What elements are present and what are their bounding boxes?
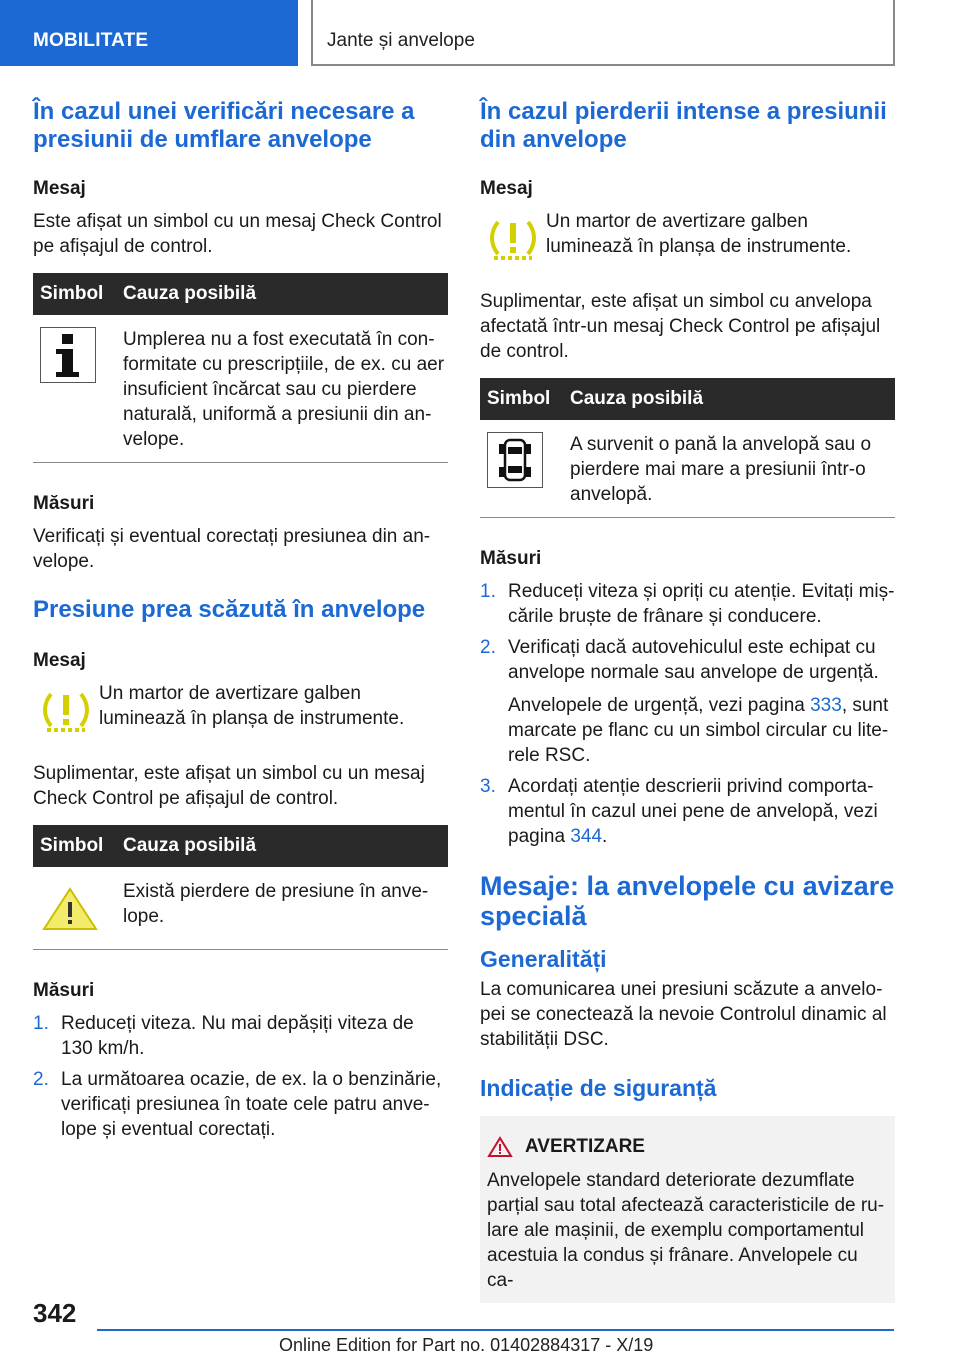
- col-symbol: Simbol: [33, 273, 113, 315]
- message-label: Mesaj: [33, 650, 86, 671]
- warning-text: Anvelopele standard deteriorate dezumflate parțial sau total afectează caracteristicile de rulare ale mașinii, de exemplu comportamentul acestuia la condus și frânare. Anvelopele cu ca-: [487, 1170, 885, 1291]
- list-item: 2. La următoarea ocazie, de ex. la o benzinărie, verificați presiunea în toate cele patru anvelope și eventual corectați.: [33, 1069, 442, 1140]
- message-label: Mesaj: [33, 178, 86, 199]
- measures-text: Verificați și eventual corectați presiunea din anvelope.: [33, 526, 431, 572]
- warning-light-row: [33, 681, 448, 743]
- tire-pressure-warning-icon: [480, 209, 546, 271]
- col-cause: Cauza posibilă: [113, 273, 448, 315]
- measures-list: [480, 579, 895, 849]
- chapter-title: Jante și anvelope: [327, 30, 475, 51]
- symbol-table-info: [33, 273, 448, 463]
- measures-label: Măsuri: [480, 548, 542, 569]
- page-link-344[interactable]: 344: [570, 826, 603, 847]
- list-item: 1. Reduceți viteza și opriți cu atenție. Evitați mișcările bruște de frânare și conducere.: [480, 581, 895, 627]
- warning-light-text: Un martor de avertizare galben luminează în planșa de instrumente.: [546, 211, 852, 257]
- section-tab: [0, 0, 298, 66]
- measures-label: Măsuri: [33, 493, 95, 514]
- tire-pressure-warning-icon: [33, 681, 99, 743]
- heading-special-tires: Mesaje: la anvelopele cu avizare specială: [480, 871, 895, 931]
- list-item: 1. Reduceți viteza. Nu mai depășiți viteza de 130 km/h.: [33, 1013, 414, 1059]
- footer-divider: [97, 1329, 894, 1331]
- heading-low-pressure: Presiune prea scăzută în anvelope: [33, 596, 426, 623]
- col-symbol: Simbol: [33, 825, 113, 867]
- symbol-table-warning: [33, 825, 448, 950]
- col-cause: Cauza posibilă: [560, 378, 895, 420]
- supplementary-text: Suplimentar, este afișat un simbol cu anvelopa afectată într-un mesaj Check Control pe afișajul de control.: [480, 291, 881, 362]
- message-label: Mesaj: [480, 178, 533, 199]
- warning-triangle-icon: [487, 1136, 513, 1158]
- list-item: 3. Acordați atenție descrierii privind comportamentul în cazul unei pene de anvelopă, vezi pagina 344.: [480, 776, 878, 847]
- section-label: MOBILITATE: [33, 30, 149, 51]
- emergency-tire-note: Anvelopele de urgență, vezi pagina 333, sunt marcate pe flanc cu un simbol circular cu literele RSC.: [508, 695, 889, 766]
- table-row: [33, 315, 448, 463]
- measures-label: Măsuri: [33, 980, 95, 1001]
- info-icon: [40, 327, 96, 383]
- heading-safety: Indicație de siguranță: [480, 1075, 717, 1101]
- chapter-title-box: [311, 0, 895, 66]
- general-text: La comunicarea unei presiuni scăzute a anvelopei se conectează la nevoie Controlul dinamic al stabilității DSC.: [480, 979, 887, 1050]
- footer-edition: Online Edition for Part no. 01402884317 - X/19: [279, 1335, 654, 1355]
- heading-check-pressure: În cazul unei verificări necesare a presiunii de umflare anvelope: [33, 98, 415, 153]
- col-symbol: Simbol: [480, 378, 560, 420]
- heading-general: Generalități: [480, 946, 607, 972]
- cause-text: Umplerea nu a fost executată în conformitate cu prescripțiile, de ex. cu aer insuficient încărcat sau cu pierdere naturală, uniformă a presiunii din anvelope.: [113, 315, 448, 463]
- left-column: [33, 98, 448, 1148]
- warning-title: AVERTIZARE: [487, 1136, 888, 1158]
- page-link-333[interactable]: 333: [810, 695, 842, 716]
- supplementary-text: Suplimentar, este afișat un simbol cu un mesaj Check Control pe afișajul de control.: [33, 763, 425, 809]
- col-cause: Cauza posibilă: [113, 825, 448, 867]
- cause-text: Există pierdere de presiune în anvelope.: [113, 867, 448, 950]
- warning-box: [480, 1116, 895, 1303]
- cause-text: A survenit o pană la anvelopă sau o pierdere mai mare a presiunii într-o anvelopă.: [560, 420, 895, 518]
- table-row: [33, 867, 448, 950]
- table-row: [480, 420, 895, 518]
- right-column: [480, 98, 895, 1303]
- measures-list: [33, 1011, 448, 1142]
- message-text: Este afișat un simbol cu un mesaj Check Control pe afișajul de control.: [33, 211, 442, 257]
- warning-triangle-icon: [40, 885, 100, 933]
- heading-heavy-loss: În cazul pierderii intense a presiunii din anvelope: [480, 98, 887, 153]
- warning-light-row: [480, 209, 895, 271]
- car-tire-icon: [487, 432, 543, 488]
- symbol-table-flat-tire: [480, 378, 895, 518]
- warning-light-text: Un martor de avertizare galben luminează în planșa de instrumente.: [99, 683, 405, 729]
- list-item: 2. Verificați dacă autovehiculul este echipat cu anvelope normale sau anvelope de urgență. Anvelopele de urgență, vezi pagina 333, sunt marcate pe flanc cu un simbol circular cu literele RSC.: [480, 635, 895, 768]
- page-number: 342: [33, 1298, 77, 1328]
- page-header: [0, 0, 960, 66]
